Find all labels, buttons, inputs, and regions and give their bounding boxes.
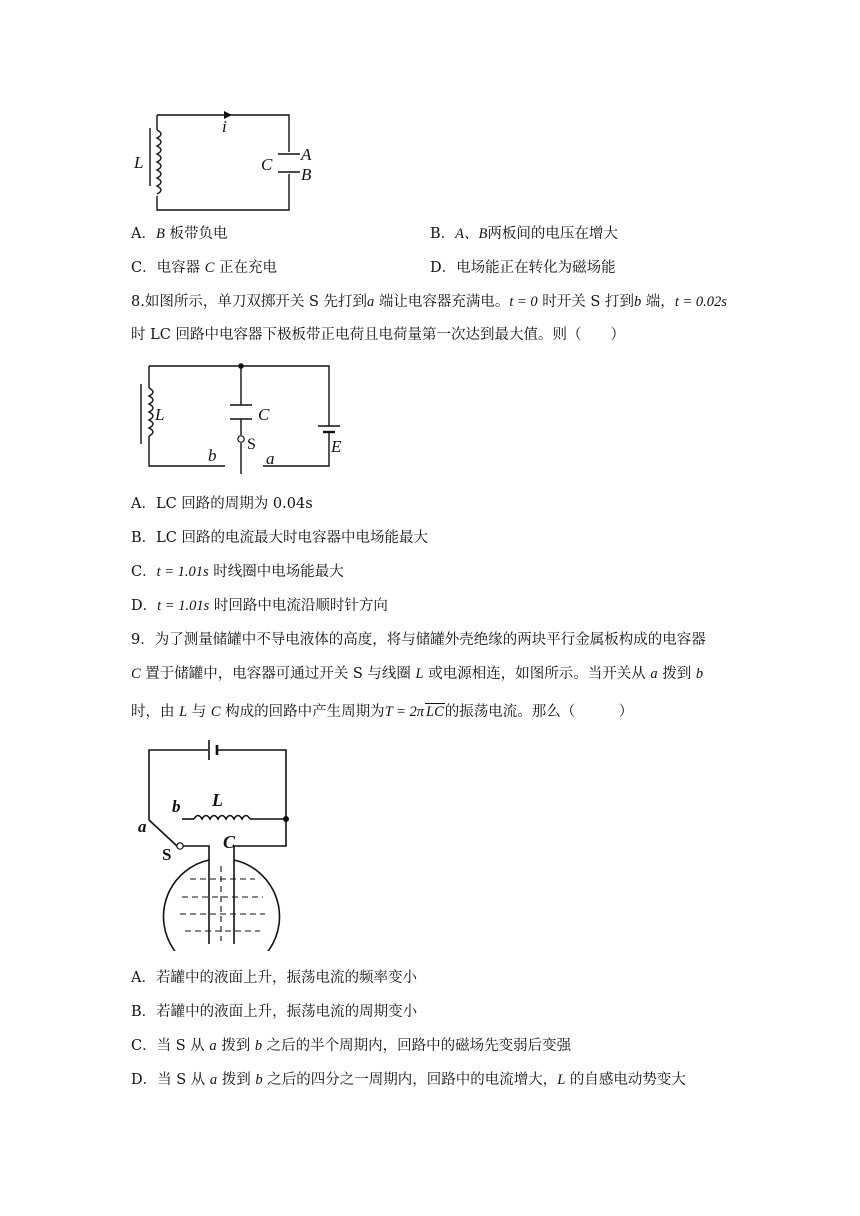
- q8-label-L: L: [155, 405, 165, 424]
- q8-stem-line2: 时 LC 回路中电容器下极板带正电荷且电荷量第一次达到最大值。则（ ）: [131, 327, 625, 343]
- q8-label-a: a: [266, 449, 275, 468]
- q8-inductor-coil: [149, 388, 153, 436]
- period-formula: T = 2π: [384, 704, 425, 720]
- q9-label-L: L: [212, 790, 223, 810]
- q8-option-a: A．LC 回路的周期为 0.04s: [131, 496, 313, 512]
- q9-wire-top-right: [218, 750, 286, 818]
- option-variable: a: [209, 1038, 217, 1054]
- q9-option-a: A．若罐中的液面上升，振荡电流的频率变小: [131, 970, 417, 986]
- q7-option-b: [430, 224, 618, 244]
- option-variable: b: [255, 1072, 263, 1088]
- q7-wire-lower: [157, 174, 289, 210]
- q9-stem-line3: [131, 702, 633, 722]
- option-text: 电容器: [156, 260, 205, 276]
- option-letter: C．: [131, 260, 157, 276]
- q8-text: 端让电容器充满电。: [374, 294, 510, 310]
- option-text: 板带负电: [164, 226, 228, 242]
- q9-var: b: [695, 666, 704, 682]
- option-time: t = 1.01s: [156, 564, 209, 580]
- option-variable: b: [254, 1038, 263, 1054]
- option-text: 之后的半个周期内，回路中的磁场先变弱后变强: [262, 1038, 572, 1054]
- q9-text: 或电源相连，如图所示。当开关从: [423, 666, 651, 682]
- q7-option-d: [430, 258, 616, 278]
- q8-option-c: [131, 562, 344, 582]
- q7-label-B: B: [301, 165, 312, 184]
- q9-text: 构成的回路中产生周期为: [220, 704, 385, 720]
- q9-tank-circuit-diagram: [130, 736, 305, 951]
- option-letter: D．: [430, 260, 457, 276]
- q7-option-a: [131, 224, 227, 244]
- option-letter: A．: [131, 226, 156, 242]
- q8-var: a: [367, 294, 375, 310]
- q9-var: C: [210, 704, 221, 720]
- q7-label-L: L: [134, 153, 144, 172]
- option-text: 之后的四分之一周期内，回路中的电流增大，: [262, 1072, 558, 1088]
- option-text: 的自感电动势变大: [565, 1072, 686, 1088]
- q9-label-C: C: [223, 832, 236, 852]
- q9-switch-pivot: [177, 843, 183, 849]
- option-text: D．当 S 从: [131, 1072, 210, 1088]
- q9-switch-blade: [149, 820, 177, 846]
- option-text: 拨到: [216, 1038, 255, 1054]
- q9-var: a: [650, 666, 658, 682]
- option-variable: B: [155, 226, 165, 242]
- option-text: 电场能正在转化为磁场能: [456, 260, 616, 276]
- q9-inductor-coil: [194, 816, 250, 820]
- q7-inductor-coil: [157, 130, 161, 194]
- q9-option-d: [131, 1070, 686, 1090]
- option-text: 正在充电: [214, 260, 277, 276]
- q8-circuit-diagram: [128, 352, 358, 477]
- q9-label-b: b: [172, 797, 181, 816]
- option-text: 时线圈中电场能最大: [208, 564, 344, 580]
- option-text: 拨到: [217, 1072, 256, 1088]
- option-text: 时回路中电流沿顺时针方向: [209, 598, 388, 614]
- q8-label-C: C: [258, 405, 270, 424]
- q8-time: t = 0.02s: [674, 294, 727, 310]
- q9-text: 置于储罐中，电容器可通过开关 S 与线圈: [140, 666, 416, 682]
- q9-var: C: [131, 666, 141, 682]
- q8-stem-line1: [131, 292, 727, 312]
- q9-text: 与: [187, 704, 211, 720]
- q9-option-b: B．若罐中的液面上升，振荡电流的周期变小: [131, 1004, 418, 1020]
- option-letter: D．: [131, 598, 158, 614]
- q9-text: 时，由: [131, 704, 180, 720]
- option-variable: A、B: [455, 226, 488, 242]
- option-variable: C: [204, 260, 215, 276]
- q8-label-b: b: [208, 446, 217, 465]
- q9-junction-dot: [283, 816, 289, 822]
- q7-label-A: A: [301, 145, 312, 164]
- q9-stem-line1: 9．为了测量储罐中不导电液体的高度，将与储罐外壳绝缘的两块平行金属板构成的电容器: [131, 632, 706, 648]
- q9-var: L: [179, 704, 188, 720]
- q9-label-S: S: [162, 845, 172, 864]
- q8-var: b: [633, 294, 642, 310]
- q8-option-b: B．LC 回路的电流最大时电容器中电场能最大: [131, 530, 428, 546]
- q8-switch-pivot: [238, 436, 244, 442]
- q8-label-E: E: [331, 437, 342, 456]
- option-letter: C．: [131, 564, 157, 580]
- option-variable: a: [209, 1072, 218, 1088]
- option-variable: L: [557, 1072, 566, 1088]
- option-letter: B．: [430, 226, 456, 242]
- q8-time: t = 0: [509, 294, 538, 310]
- q8-option-d: [131, 596, 388, 616]
- option-text: C．当 S 从: [131, 1038, 210, 1054]
- q8-text: 时开关 S 打到: [537, 294, 634, 310]
- q8-wire-top: [149, 366, 329, 426]
- q7-option-c: [131, 258, 277, 278]
- q7-label-i: i: [222, 117, 227, 136]
- q9-label-a: a: [138, 817, 147, 836]
- q9-var: L: [415, 666, 424, 682]
- q8-text: 8.如图所示，单刀双掷开关 S 先打到: [131, 294, 367, 310]
- q8-junction-dot: [238, 363, 244, 369]
- q8-label-S: S: [247, 436, 256, 453]
- q7-label-C: C: [261, 155, 273, 174]
- option-text: 两板间的电压在增大: [487, 226, 618, 242]
- q9-stem-line2: [131, 664, 703, 684]
- q7-circuit-diagram: [128, 100, 328, 220]
- period-formula-radicand: LC: [426, 704, 444, 720]
- q9-text: 的振荡电流。那么（ ）: [444, 704, 634, 720]
- q8-text: 端，: [641, 294, 675, 310]
- q9-option-c: [131, 1036, 571, 1056]
- option-time: t = 1.01s: [157, 598, 210, 614]
- q9-text: 拨到: [657, 666, 696, 682]
